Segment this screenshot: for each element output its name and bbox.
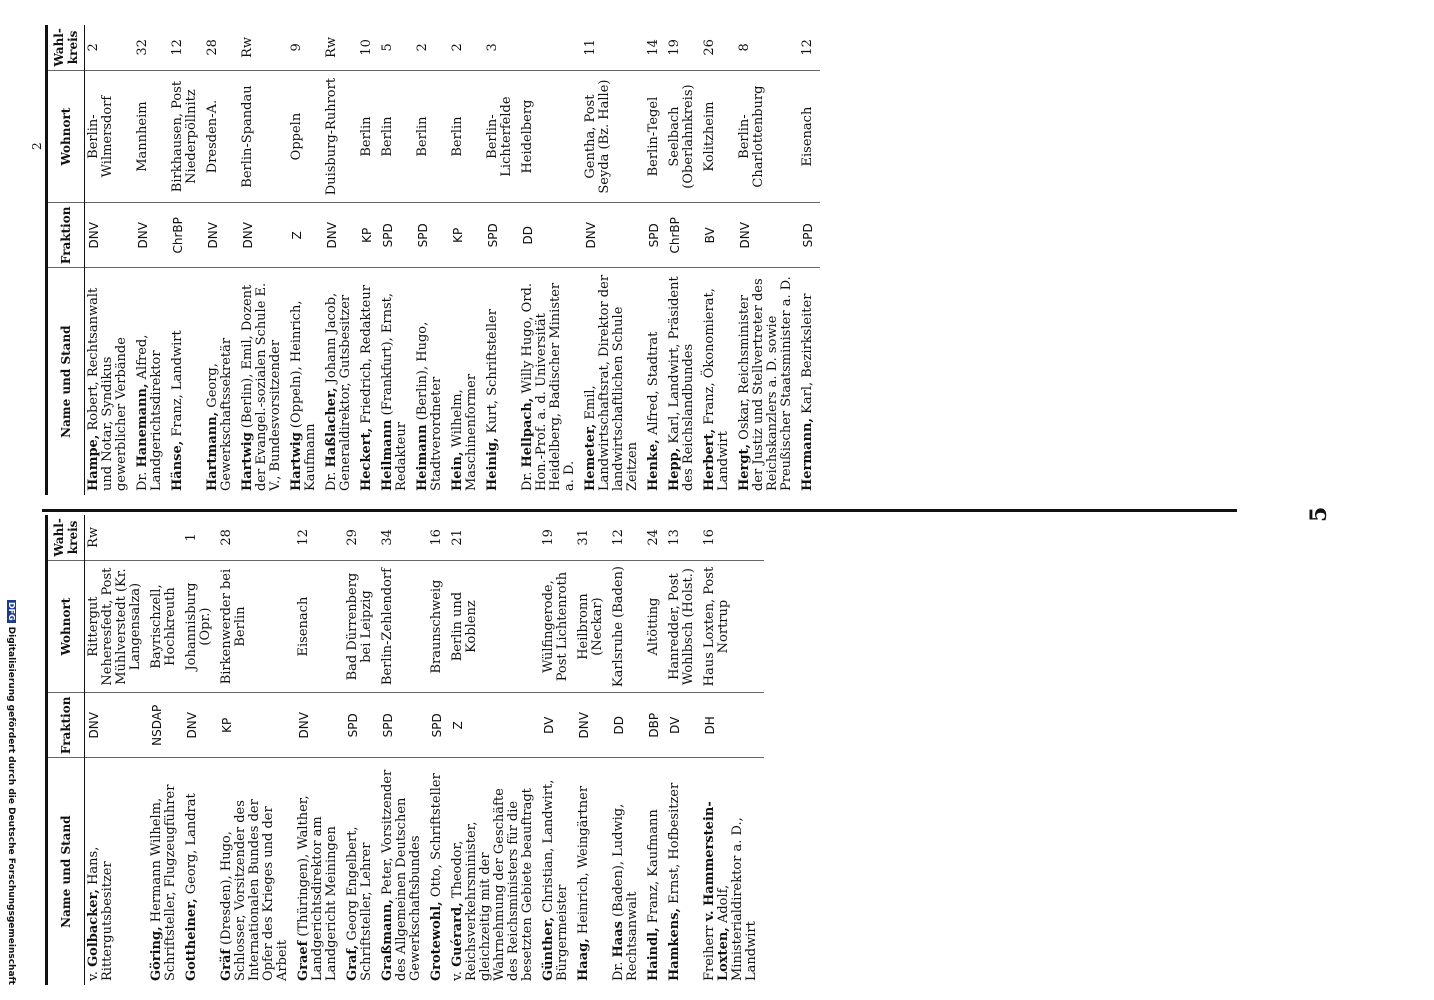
member-fraktion: DNV	[239, 203, 288, 268]
member-surname: Graßmann,	[380, 899, 395, 981]
member-wahlkreis: 8	[736, 25, 799, 70]
member-rest: Peter, Vorsitzender des Allgemeinen Deutschen Gewerkschaftsbundes	[380, 769, 423, 981]
member-wohnort: Eisenach	[295, 560, 344, 693]
member-rest: Willy Hugo, Ord. Hon.-Prof. a. d. Universität Heidelberg, Badischer Minister a. D.	[520, 282, 577, 491]
member-surname: Heimann	[415, 424, 430, 491]
member-wahlkreis: Rw	[239, 25, 288, 70]
member-surname: Heilmann	[380, 419, 395, 491]
member-wohnort: Eisenach	[799, 70, 820, 203]
member-rest: Alfred, Landgerichtsdirektor	[135, 334, 164, 491]
table-row	[449, 25, 484, 495]
member-wahlkreis: Rw	[323, 25, 358, 70]
member-fraktion: NSDAP	[148, 693, 183, 758]
table-row	[288, 25, 323, 495]
member-name	[204, 268, 239, 495]
member-name	[344, 758, 379, 985]
member-name	[148, 758, 183, 985]
member-prefix: v.	[450, 966, 465, 981]
member-wahlkreis: 1	[183, 515, 218, 560]
member-rest: Georg Engelbert, Schriftsteller, Lehrer	[345, 826, 374, 981]
member-rest: Franz, Landwirt	[170, 330, 185, 441]
member-fraktion: SPD	[379, 203, 414, 268]
member-rest: Friedrich, Redakteur	[359, 285, 374, 428]
table-row	[449, 515, 540, 985]
table-row	[323, 25, 358, 495]
table-row	[736, 25, 799, 495]
member-wohnort: Oppeln	[288, 70, 323, 203]
member-fraktion: DV	[666, 693, 701, 758]
member-surname: Graef	[296, 940, 311, 981]
member-fraktion: DNV	[204, 203, 239, 268]
member-wohnort: Kolitzheim	[701, 70, 736, 203]
member-wohnort: Rittergut Neheresfedt, Post Mühlverstedt (Kr. Langensalza)	[85, 560, 149, 693]
member-surname: Golbacker,	[86, 889, 101, 967]
member-wahlkreis: 2	[85, 25, 135, 70]
member-surname: Hergt,	[737, 443, 752, 491]
left-column-table	[45, 515, 1235, 985]
member-wahlkreis: 28	[204, 25, 239, 70]
member-wahlkreis: 12	[169, 25, 204, 70]
member-fraktion: DNV	[575, 693, 610, 758]
member-wahlkreis: 9	[288, 25, 323, 70]
member-prefix: Dr.	[611, 957, 626, 981]
member-surname: Grotewohl,	[429, 901, 444, 981]
table-row	[414, 25, 449, 495]
table-row	[519, 25, 582, 495]
table-row	[582, 25, 645, 495]
member-fraktion: DH	[701, 693, 764, 758]
table-row	[428, 515, 449, 985]
member-wahlkreis: 31	[575, 515, 610, 560]
member-wohnort: Bayrischzell, Hochkreuth	[148, 560, 183, 693]
member-wahlkreis: 13	[666, 515, 701, 560]
member-surname: Hänse,	[170, 440, 185, 491]
right-column-table	[45, 25, 1235, 495]
member-fraktion: KP	[218, 693, 295, 758]
table-row	[666, 515, 701, 985]
column-divider	[42, 509, 1237, 512]
member-fraktion: DNV	[736, 203, 799, 268]
member-fraktion: SPD	[414, 203, 449, 268]
table-row	[85, 25, 135, 495]
header-wahlkreis: Wahl- kreis	[47, 25, 85, 70]
member-surname: Hamkens,	[667, 907, 682, 981]
member-surname: Heckert,	[359, 427, 374, 491]
member-wahlkreis: 19	[540, 515, 575, 560]
digitization-note	[6, 600, 16, 985]
member-surname: Gottheiner,	[184, 898, 199, 981]
member-fraktion: SPD	[645, 203, 666, 268]
member-name	[358, 268, 379, 495]
member-fraktion: DNV	[323, 203, 358, 268]
table-row	[379, 25, 414, 495]
member-fraktion: Z	[449, 693, 540, 758]
member-rest: Hans, Rittergutsbesitzer	[86, 846, 115, 981]
member-name	[134, 268, 169, 495]
table-row	[701, 25, 736, 495]
table-row	[484, 25, 519, 495]
member-wohnort: Karlsruhe (Baden)	[610, 560, 645, 693]
member-fraktion: SPD	[428, 693, 449, 758]
member-rest: (Thüringen), Walther, Landgerichtsdirektor am Landgericht Meiningen	[296, 795, 339, 981]
header-wohnort: Wohnort	[47, 560, 85, 693]
member-surname: Gräf	[219, 949, 234, 981]
table-row	[799, 25, 820, 495]
member-name	[666, 758, 701, 985]
member-rest: Emil, Landwirtschaftsrat, Direktor der landwirtschaftlichen Schule Zeitzen	[583, 274, 640, 491]
member-prefix: Freiherr	[702, 921, 717, 981]
member-wohnort: Birkhausen, Post Niederpöllnitz	[169, 70, 204, 203]
member-rest: Hermann Wilhelm, Schriftsteller, Flugzeugführer	[149, 784, 178, 981]
member-wahlkreis: 16	[428, 515, 449, 560]
member-surname: Heinig,	[485, 437, 500, 491]
member-wahlkreis: 28	[218, 515, 295, 560]
member-fraktion: DNV	[85, 693, 149, 758]
member-surname: Göring,	[149, 926, 164, 981]
table-row	[218, 515, 295, 985]
table-row	[169, 25, 204, 495]
header-wahlkreis: Wahl- kreis	[47, 515, 85, 560]
member-rest: (Berlin), Emil, Dozent der Evangel.-sozialen Schule E. V., Bundesvorsitzender	[240, 282, 283, 491]
member-wahlkreis: 16	[701, 515, 764, 560]
member-wohnort: Wülfingerode, Post Lichtenroth	[540, 560, 575, 693]
member-surname: Guérard,	[450, 902, 465, 967]
header-name: Name und Stand	[47, 268, 85, 495]
member-fraktion: DD	[610, 693, 645, 758]
member-surname: Hanemann,	[135, 383, 150, 468]
member-wahlkreis: 32	[134, 25, 169, 70]
member-wohnort: Braunschweig	[428, 560, 449, 693]
member-wahlkreis	[148, 515, 183, 560]
member-fraktion: DNV	[85, 203, 135, 268]
member-rest: Theodor, Reichsverkehrsminister, gleichzeitig mit der Wahrnehmung der Geschäfte des Reichsministers für die besetzten Gebiete beauftragt	[450, 788, 535, 981]
member-wahlkreis: 26	[701, 25, 736, 70]
table-row	[379, 515, 428, 985]
member-name	[323, 268, 358, 495]
member-wohnort: Berlin-Tegel	[645, 70, 666, 203]
member-prefix: Dr.	[324, 467, 339, 491]
member-wohnort: Berlin-Spandau	[239, 70, 288, 203]
member-wahlkreis: 3	[484, 25, 519, 70]
member-surname: Hampe,	[86, 434, 101, 491]
member-name	[183, 758, 218, 985]
member-rest: Karl, Landwirt, Präsident des Reichslandbundes	[667, 276, 696, 491]
member-name	[169, 268, 204, 495]
page-number-bottom: 2	[30, 142, 44, 150]
table-row	[148, 515, 183, 985]
member-name	[701, 758, 764, 985]
member-wahlkreis: 10	[358, 25, 379, 70]
member-fraktion: DNV	[295, 693, 344, 758]
member-name	[736, 268, 799, 495]
table-row	[239, 25, 288, 495]
table-row	[134, 25, 169, 495]
member-fraktion: KP	[449, 203, 484, 268]
member-name	[288, 268, 323, 495]
member-name	[701, 268, 736, 495]
member-wahlkreis: 34	[379, 515, 428, 560]
member-wahlkreis: 5	[379, 25, 414, 70]
member-name	[379, 758, 428, 985]
member-wahlkreis: 2	[449, 25, 484, 70]
member-fraktion: ChrBP	[666, 203, 701, 268]
member-fraktion: DNV	[183, 693, 218, 758]
rotated-page-content	[10, 20, 1340, 1000]
member-rest: Oskar, Reichsminister der Justiz und Stellvertreter des Reichskanzlers a. D. sowie Preußischer Staatsminister a. D.	[737, 276, 794, 491]
member-wohnort: Bad Dürrenberg bei Leipzig	[344, 560, 379, 693]
member-name	[449, 758, 540, 985]
member-rest: Johann Jacob, Generaldirektor, Gutsbesitzer	[324, 292, 353, 491]
header-fraktion: Fraktion	[47, 693, 85, 758]
member-wohnort: Seelbach (Oberlahnkreis)	[666, 70, 701, 203]
member-name	[295, 758, 344, 985]
member-wohnort: Dresden-A.	[204, 70, 239, 203]
member-surname: Hein,	[450, 451, 465, 491]
member-rest: (Baden), Ludwig, Rechtsanwalt	[611, 803, 640, 981]
member-wahlkreis: 11	[582, 25, 645, 70]
member-name	[540, 758, 575, 985]
member-wohnort: Berlin	[414, 70, 449, 203]
member-name	[519, 268, 582, 495]
member-surname: Haas	[611, 921, 626, 958]
member-surname: Herbert,	[702, 428, 717, 491]
member-fraktion: ChrBP	[169, 203, 204, 268]
member-fraktion: BV	[701, 203, 736, 268]
member-wohnort: Berlin	[449, 70, 484, 203]
member-surname: Haag,	[576, 938, 591, 981]
member-wohnort: Haus Loxten, Post Nortrup	[701, 560, 764, 693]
table-row	[645, 25, 666, 495]
member-wohnort: Duisburg-Ruhrort	[323, 70, 358, 203]
member-surname: Günther,	[541, 916, 556, 981]
member-wahlkreis: 12	[295, 515, 344, 560]
table-row	[666, 25, 701, 495]
member-wohnort: Berlin	[379, 70, 414, 203]
member-wahlkreis	[519, 25, 582, 70]
member-name	[449, 268, 484, 495]
member-fraktion: SPD	[379, 693, 428, 758]
member-name	[379, 268, 414, 495]
member-prefix: v.	[86, 966, 101, 981]
member-rest: Heinrich, Weingärtner	[576, 785, 591, 939]
member-wohnort: Heidelberg	[519, 70, 582, 203]
table-row	[358, 25, 379, 495]
member-fraktion: SPD	[344, 693, 379, 758]
member-rest: (Dresden), Hugo, Schlosser, Vorsitzender des Internationalen Bundes der Opfer des Krieges und der Arbeit	[219, 799, 290, 981]
table-row	[85, 515, 149, 985]
digitization-text: Digitalisierung gefördert durch die Deutsche Forschungsgemeinschaft	[6, 626, 16, 985]
member-rest: (Frankfurt), Ernst, Redakteur	[380, 292, 409, 491]
member-name	[484, 268, 519, 495]
member-rest: Alfred, Stadtrat	[646, 331, 661, 440]
member-rest: Karl, Bezirksleiter	[800, 293, 815, 418]
member-rest: Otto, Schriftsteller	[429, 773, 444, 902]
member-name	[414, 268, 449, 495]
member-fraktion: KP	[358, 203, 379, 268]
member-wahlkreis: 12	[610, 515, 645, 560]
member-wohnort: Berlin-Charlottenburg	[736, 70, 799, 203]
member-rest: Robert, Rechtsanwalt und Notar, Syndikus gewerblicher Verbände	[86, 287, 129, 491]
table-row	[295, 515, 344, 985]
member-rest: Kurt, Schriftsteller	[485, 309, 500, 438]
member-wohnort: Berlin	[358, 70, 379, 203]
member-name	[799, 268, 820, 495]
member-rest: Wilhelm, Maschinenformer	[450, 373, 479, 491]
member-name	[645, 758, 666, 985]
member-name	[666, 268, 701, 495]
member-surname: Henke,	[646, 439, 661, 491]
member-rest: (Berlin), Hugo, Stadtverordneter	[415, 321, 444, 491]
member-wahlkreis: 29	[344, 515, 379, 560]
member-rest: Georg, Landrat	[184, 793, 199, 899]
header-wohnort: Wohnort	[47, 70, 85, 203]
member-surname: Hartwig	[240, 432, 255, 491]
member-name	[582, 268, 645, 495]
member-surname: Hepp,	[667, 447, 682, 491]
member-name	[575, 758, 610, 985]
member-prefix: Dr.	[520, 467, 535, 491]
member-wohnort: Gentha, Post Seyda (Bz. Halle)	[582, 70, 645, 203]
table-row	[575, 515, 610, 985]
member-fraktion: DD	[519, 203, 582, 268]
member-rest: Ernst, Hofbesitzer	[667, 782, 682, 908]
member-surname: Hartmann,	[205, 411, 220, 491]
table-row	[204, 25, 239, 495]
member-surname: Graf,	[345, 944, 360, 981]
member-rest: Adolf, Ministerialdirektor a. D., Landwirt	[716, 817, 759, 981]
member-wohnort: Berlin-Wilmersdorf	[85, 70, 135, 203]
member-fraktion: DNV	[134, 203, 169, 268]
dfg-logo: DFG	[7, 602, 16, 621]
member-surname: Hermann,	[800, 417, 815, 491]
member-name	[428, 758, 449, 985]
member-name	[610, 758, 645, 985]
header-name: Name und Stand	[47, 758, 85, 985]
member-wohnort: Mannheim	[134, 70, 169, 203]
member-surname: v. Hammerstein-Loxten,	[702, 801, 731, 981]
member-rest: Christian, Landwirt, Bürgermeister	[541, 779, 570, 981]
member-wahlkreis: 2	[414, 25, 449, 70]
member-wohnort: Birkenwerder bei Berlin	[218, 560, 295, 693]
table-row	[701, 515, 764, 985]
member-name	[85, 758, 149, 985]
member-prefix: Dr.	[135, 467, 150, 491]
member-fraktion: Z	[288, 203, 323, 268]
table-row	[610, 515, 645, 985]
member-wohnort: Berlin-Lichterfelde	[484, 70, 519, 203]
member-surname: Haßlacher,	[324, 387, 339, 468]
member-surname: Hemeter,	[583, 423, 598, 491]
member-wohnort: Altötting	[645, 560, 666, 693]
member-rest: (Oppeln), Heinrich, Kaufmann	[289, 300, 318, 491]
member-wahlkreis: 14	[645, 25, 666, 70]
table-row	[645, 515, 666, 985]
member-fraktion: SPD	[484, 203, 519, 268]
member-surname: Haindl,	[646, 927, 661, 981]
header-fraktion: Fraktion	[47, 203, 85, 268]
member-rest: Franz, Ökonomierat, Landwirt	[702, 288, 731, 491]
table-row	[183, 515, 218, 985]
member-surname: Hartwig	[289, 432, 304, 491]
member-fraktion: DBP	[645, 693, 666, 758]
member-rest: Georg, Gewerkschaftssekretär	[205, 337, 234, 491]
table-row	[540, 515, 575, 985]
member-fraktion: DNV	[582, 203, 645, 268]
member-wohnort: Berlin und Koblenz	[449, 560, 540, 693]
member-name	[645, 268, 666, 495]
member-wahlkreis: 21	[449, 515, 540, 560]
member-name	[85, 268, 135, 495]
member-rest: Franz, Kaufmann	[646, 809, 661, 928]
member-wohnort: Johannisburg (Opr.)	[183, 560, 218, 693]
member-surname: Hellpach,	[520, 397, 535, 468]
member-wahlkreis: 19	[666, 25, 701, 70]
member-wohnort: Hanredder, Post Wohlbsch (Holst.)	[666, 560, 701, 693]
member-wahlkreis: Rw	[85, 515, 149, 560]
page-number-top: 5	[1306, 506, 1332, 522]
member-name	[218, 758, 295, 985]
member-wohnort: Heilbronn (Neckar)	[575, 560, 610, 693]
member-name	[239, 268, 288, 495]
member-wohnort: Berlin-Zehlendorf	[379, 560, 428, 693]
table-row	[344, 515, 379, 985]
member-wahlkreis: 12	[799, 25, 820, 70]
member-wahlkreis: 24	[645, 515, 666, 560]
member-fraktion: DV	[540, 693, 575, 758]
member-fraktion: SPD	[799, 203, 820, 268]
